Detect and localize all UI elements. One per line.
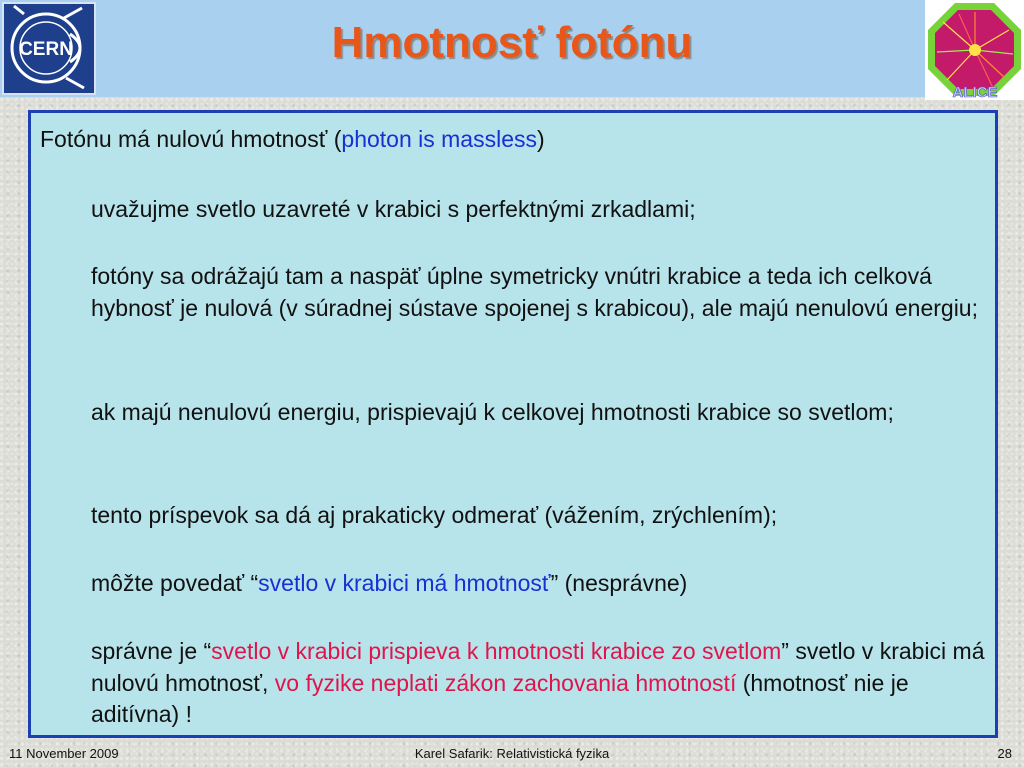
cern-logo-text: CERN bbox=[19, 39, 73, 60]
intro-highlight: photon is massless bbox=[341, 126, 537, 152]
item-5-text: môžte povedať “ bbox=[91, 570, 259, 596]
content-box bbox=[28, 110, 998, 738]
item-4: tento príspevok sa dá aj prakaticky odmerať (vážením, zrýchlením); bbox=[91, 502, 778, 528]
alice-logo-text: ALICE bbox=[952, 84, 998, 100]
item-6-highlight-1: svetlo v krabici prispieva k hmotnosti krabice zo svetlom bbox=[211, 638, 782, 664]
footer-date: 11 November 2009 bbox=[9, 746, 119, 761]
footer-page-number: 28 bbox=[997, 746, 1012, 761]
item-5-suffix: ” (nesprávne) bbox=[550, 570, 688, 596]
item-6-middle: ” svetlo v krabici má nulovú hmotnosť, bbox=[91, 638, 985, 696]
item-2: fotóny sa odrážajú tam a naspäť úplne symetricky vnútri krabice a teda ich celková hybnosť je nulová (v súradnej sústave spojenej s krabicou), ale majú nenulovú energiu; bbox=[91, 263, 978, 321]
intro-line bbox=[40, 124, 990, 156]
item-3: ak majú nenulovú energiu, prispievajú k celkovej hmotnosti krabice so svetlom; bbox=[91, 399, 894, 425]
slide-title: Hmotnosť fotónu bbox=[331, 18, 693, 67]
item-6 bbox=[91, 636, 996, 731]
item-5 bbox=[91, 568, 996, 600]
item-1: uvažujme svetlo uzavreté v krabici s perfektnými zrkadlami; bbox=[91, 196, 696, 222]
footer-author: Karel Safarik: Relativistická fyzika bbox=[414, 746, 610, 761]
item-5-highlight: svetlo v krabici má hmotnosť bbox=[258, 570, 551, 596]
item-6-highlight-2: vo fyzike neplati zákon zachovania hmotností bbox=[274, 669, 737, 696]
intro-text: Fotónu má nulovú hmotnosť ( bbox=[40, 126, 342, 152]
intro-suffix: ) bbox=[537, 126, 545, 152]
item-6-suffix: (hmotnosť nie je aditívna) ! bbox=[91, 669, 909, 727]
item-6-text: správne je “ bbox=[91, 638, 212, 664]
